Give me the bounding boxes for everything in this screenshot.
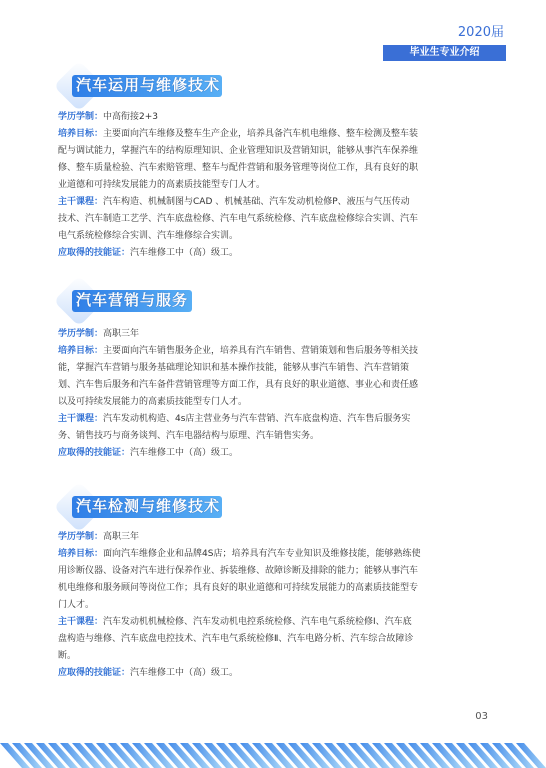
goal-line: 能，掌握汽车营销与服务基础理论知识和基本操作技能，能够从事汽车销售、汽车营销策	[58, 363, 410, 373]
major-title-banner	[58, 283, 248, 325]
course-text: 汽车发动机构造、4s店主营业务与汽车营销、汽车底盘构造、汽车售后服务实	[103, 414, 411, 424]
education-label: 学历学制：	[58, 532, 104, 542]
goal-line	[58, 343, 494, 360]
education-value: 中高衔接2+3	[103, 112, 159, 122]
goal-line: 以及可持续发展能力的高素质技能型专门人才。	[58, 397, 248, 407]
cert-label: 应取得的技能证：	[58, 448, 131, 458]
goal-line: 划、汽车售后服务和汽车备件营销管理等方面工作，具有良好的职业道德、事业心和责任感	[58, 380, 419, 390]
course-line: 技术、汽车制造工艺学、汽车底盘检修、汽车电气系统检修、汽车底盘检修综合实训、汽车	[58, 214, 419, 224]
cert-label: 应取得的技能证：	[58, 668, 131, 678]
goal-line: 用诊断仪器、设备对汽车进行保养作业、拆装维修、故障诊断及排除的能力；能够从事汽车	[58, 566, 419, 576]
education-label: 学历学制：	[58, 112, 104, 122]
goal-text: 面向汽车维修企业和品牌4S店；培养具有汽车专业知识及维修技能，能够熟练使	[103, 549, 421, 559]
major-title: 汽车检测与维修技术	[76, 497, 221, 515]
goal-label: 培养目标：	[58, 346, 104, 356]
goal-line	[58, 126, 494, 143]
major-section	[58, 529, 494, 682]
cert-value: 汽车维修工中（高）级工。	[130, 448, 239, 458]
cert-value: 汽车维修工中（高）级工。	[130, 248, 239, 258]
course-line	[58, 411, 494, 428]
course-label: 主干课程：	[58, 197, 104, 207]
page-number: 03	[475, 711, 488, 722]
page-header	[383, 25, 506, 61]
major-title: 汽车运用与维修技术	[76, 76, 221, 94]
goal-line: 业道德和可持续发展能力的高素质技能型专门人才。	[58, 180, 266, 190]
course-text: 汽车发动机机械检修、汽车发动机电控系统检修、汽车电气系统检修Ⅰ、汽车底	[103, 617, 412, 627]
course-line: 电气系统检修综合实训、汽车维修综合实训。	[58, 231, 239, 241]
course-text: 汽车构造、机械制图与CAD 、机械基础、汽车发动机检修P、液压与气压传动	[103, 197, 410, 207]
goal-line: 门人才。	[58, 600, 95, 610]
cert-line	[58, 245, 494, 262]
major-section	[58, 109, 494, 262]
cert-label: 应取得的技能证：	[58, 248, 131, 258]
course-line: 断。	[58, 651, 77, 661]
major-title-banner	[58, 489, 248, 531]
header-year: 2020届	[457, 25, 504, 40]
major-title-banner	[58, 68, 248, 110]
goal-line: 修、整车质量检验、汽车索赔管理、整车与配件营销和服务管理等岗位工作，具有良好的职	[58, 163, 419, 173]
education-value: 高职三年	[103, 329, 140, 339]
goal-text: 主要面向汽车维修及整车生产企业，培养具备汽车机电维修、整车检测及整车装	[103, 129, 419, 139]
goal-line	[58, 546, 494, 563]
education-label: 学历学制：	[58, 329, 104, 339]
education-line	[58, 109, 494, 126]
course-line: 务、销售技巧与商务谈判、汽车电器结构与原理、汽车销售实务。	[58, 431, 320, 441]
goal-line: 机电维修和服务顾问等岗位工作；具有良好的职业道德和可持续发展能力的高素质技能型专	[58, 583, 419, 593]
course-label: 主干课程：	[58, 414, 104, 424]
goal-line: 配与调试能力，掌握汽车的结构原理知识、企业管理知识及营销知识，能够从事汽车保养维	[58, 146, 419, 156]
cert-line	[58, 445, 494, 462]
goal-label: 培养目标：	[58, 129, 104, 139]
education-line	[58, 326, 494, 343]
education-value: 高职三年	[103, 532, 140, 542]
course-line	[58, 194, 494, 211]
footer-stripes-decoration	[0, 723, 546, 768]
course-label: 主干课程：	[58, 617, 104, 627]
cert-line	[58, 665, 494, 682]
goal-label: 培养目标：	[58, 549, 104, 559]
major-title: 汽车营销与服务	[76, 291, 189, 309]
cert-value: 汽车维修工中（高）级工。	[130, 668, 239, 678]
education-line	[58, 529, 494, 546]
major-section	[58, 326, 494, 462]
goal-text: 主要面向汽车销售服务企业，培养具有汽车销售、营销策划和售后服务等相关技	[103, 346, 419, 356]
header-subtitle: 毕业生专业介绍	[383, 45, 506, 61]
course-line: 盘构造与维修、汽车底盘电控技术、汽车电气系统检修Ⅱ、汽车电路分析、汽车综合故障诊	[58, 634, 414, 644]
course-line	[58, 614, 494, 631]
